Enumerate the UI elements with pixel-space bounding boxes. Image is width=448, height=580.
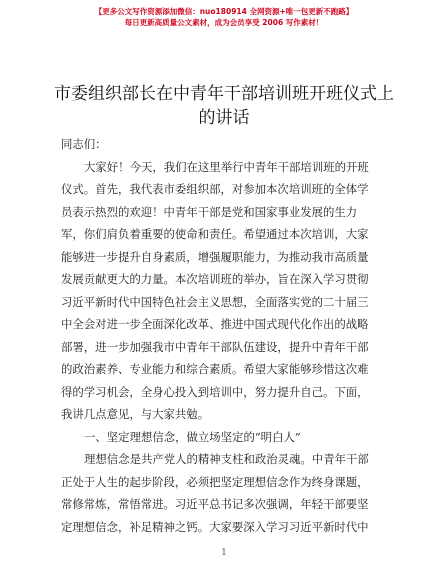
promo-banner (0, 6, 448, 28)
paragraph-2 (61, 448, 387, 538)
paragraph-line: 正处于人生的起步阶段，必须把坚定理想信念作为终身课题， (61, 474, 369, 489)
paragraph-line: 能够进一步提升自身素质，增强履职能力，为推动我市高质量 (61, 249, 369, 264)
page-title (40, 82, 408, 130)
paragraph-1 (61, 156, 387, 426)
page-number: 1 (221, 548, 227, 558)
paragraph-line: 军，你们肩负着重要的使命和责任。希望通过本次培训，大家 (61, 227, 369, 241)
promo-banner-line-1: 【更多公文写作资源添加微信：nuo180914 全网资源+唯一包更新不跑路】 (94, 7, 354, 16)
document-body (61, 133, 387, 538)
greeting: 同志们： (61, 137, 107, 151)
paragraph-line: 定理想信念，补足精神之钙。大家要深入学习习近平新时代中 (61, 519, 369, 534)
paragraph-line: 发展贡献更大的力量。本次培训班的举办，旨在深入学习贯彻 (61, 272, 369, 286)
paragraph-line: 理想信念是共产党人的精神支柱和政治灵魂。中青年干部 (84, 452, 369, 466)
promo-banner-line-2: 每日更新高质量公文素材，成为会员享受 2006 写作素材！ (124, 18, 324, 27)
paragraph-line: 部署，进一步加强我市中青年干部队伍建设，提升中青年干部 (61, 339, 369, 354)
paragraph-line: 习近平新时代中国特色社会主义思想，全面落实党的二十届三 (61, 294, 369, 309)
title-line-1: 市委组织部长在中青年干部培训班开班仪式上 (54, 84, 394, 104)
paragraph-line: 我讲几点意见，与大家共勉。 (61, 407, 210, 421)
paragraph-line: 中全会对进一步全面深化改革、推进中国式现代化作出的战略 (61, 317, 369, 331)
paragraph-line: 得的学习机会，全身心投入到培训中，努力提升自己。下面， (61, 384, 369, 399)
paragraph-line: 大家好！今天，我们在这里举行中青年干部培训班的开班 (84, 159, 369, 174)
paragraph-line: 的政治素养、专业能力和综合素质。希望大家能够珍惜这次难 (61, 362, 369, 376)
section-heading: 一、坚定理想信念，做立场坚定的“明白人” (84, 429, 301, 444)
paragraph-line: 员表示热烈的欢迎！中青年干部是党和国家事业发展的生力 (61, 204, 358, 219)
paragraph-line: 仪式。首先，我代表市委组织部，对参加本次培训班的全体学 (61, 182, 369, 196)
paragraph-line: 常修常炼，常悟常进。习近平总书记多次强调，年轻干部要坚 (61, 497, 369, 511)
title-line-2: 的讲话 (198, 108, 250, 128)
